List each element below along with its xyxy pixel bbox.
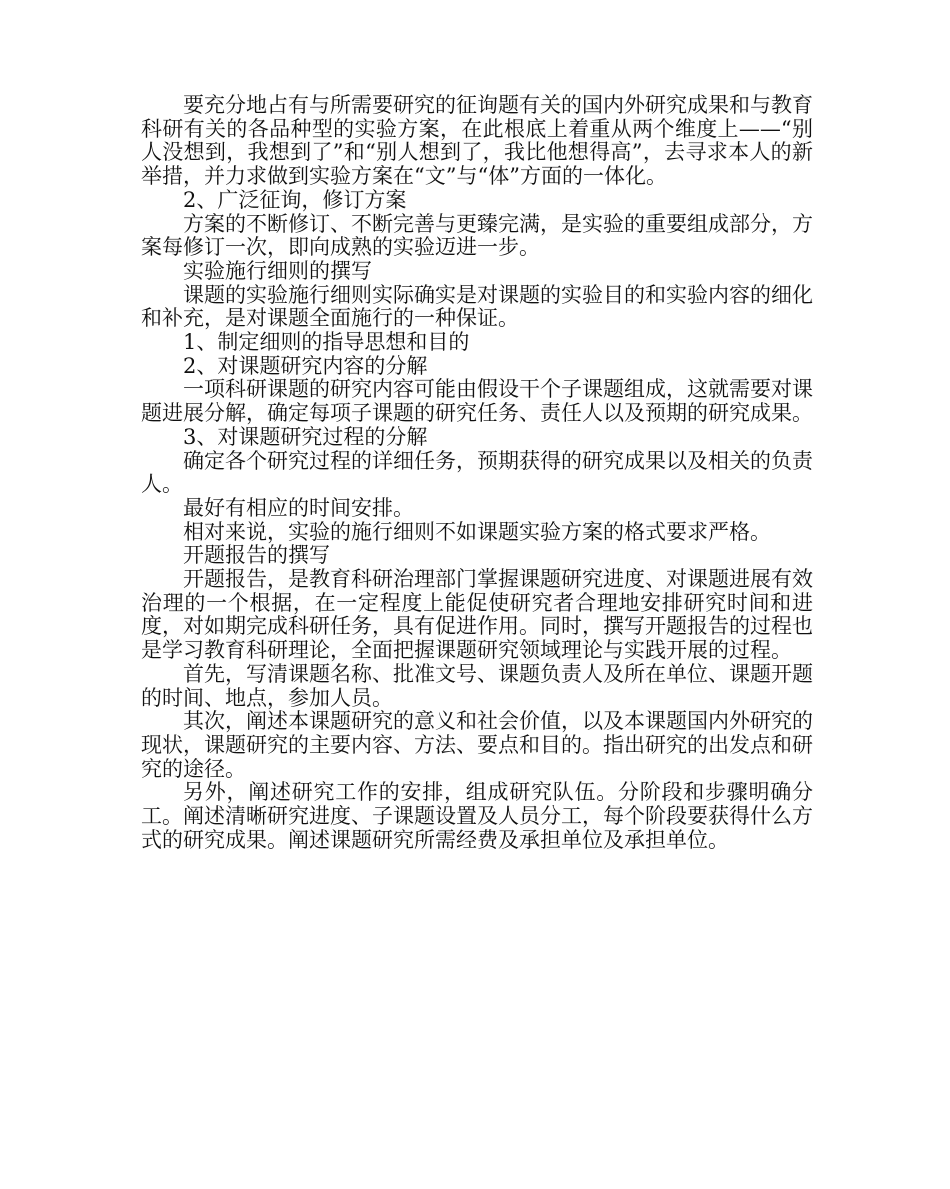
paragraph-time-schedule: 最好有相应的时间安排。 bbox=[183, 495, 414, 520]
section-heading-guiding-ideas: 1、制定细则的指导思想和目的 bbox=[183, 330, 470, 355]
paragraph-opening-report: 开题报告，是教育科研治理部门掌握课题研究进度、对课题进展有效治理的一个根据，在一定程度上能促使研究者合理地安排研究时间和进度，对如期完成科研任务，具有促进作用。同时，撰写开题报告的过程也是学习教育科研理论，全面把握课题研究领域理论与实践开展的过程。 bbox=[141, 567, 813, 663]
paragraph-format-note: 相对来说，实验的施行细则不如课题实验方案的格式要求严格。 bbox=[183, 519, 771, 544]
section-heading-opening-report: 开题报告的撰写 bbox=[183, 543, 330, 568]
section-heading-revise-plan: 2、广泛征询，修订方案 bbox=[183, 187, 407, 212]
section-heading-content-breakdown: 2、对课题研究内容的分解 bbox=[183, 353, 428, 378]
section-heading-process-breakdown: 3、对课题研究过程的分解 bbox=[183, 424, 428, 449]
document-body bbox=[141, 94, 813, 853]
paragraph-implementation-rules: 课题的实验施行细则实际确实是对课题的实验目的和实验内容的细化和补充，是对课题全面施行的一种保证。 bbox=[141, 282, 813, 331]
paragraph-process-tasks: 确定各个研究过程的详细任务，预期获得的研究成果以及相关的负责人。 bbox=[141, 448, 813, 497]
paragraph-content-breakdown: 一项科研课题的研究内容可能由假设干个子课题组成，这就需要对课题进展分解，确定每项子课题的研究任务、责任人以及预期的研究成果。 bbox=[141, 377, 813, 426]
section-heading-implementation-rules: 实验施行细则的撰写 bbox=[183, 258, 372, 283]
paragraph-first-step: 首先，写清课题名称、批准文号、课题负责人及所在单位、课题开题的时间、地点，参加人员。 bbox=[141, 661, 813, 710]
paragraph-revise-plan: 方案的不断修订、不断完善与更臻完满，是实验的重要组成部分，方案每修订一次，即向成熟的实验迈进一步。 bbox=[141, 211, 813, 260]
paragraph-intro: 要充分地占有与所需要研究的征询题有关的国内外研究成果和与教育科研有关的各品种型的实验方案，在此根底上着重从两个维度上——“别人没想到，我想到了”和“别人想到了，我比他想得高”，去寻求本人的新举措，并力求做到实验方案在“文”与“体”方面的一体化。 bbox=[141, 93, 813, 189]
paragraph-additional-step: 另外，阐述研究工作的安排，组成研究队伍。分阶段和步骤明确分工。阐述清晰研究进度、子课题设置及人员分工，每个阶段要获得什么方式的研究成果。阐述课题研究所需经费及承担单位及承担单位。 bbox=[141, 780, 813, 852]
paragraph-second-step: 其次，阐述本课题研究的意义和社会价值，以及本课题国内外研究的现状，课题研究的主要内容、方法、要点和目的。指出研究的出发点和研究的途径。 bbox=[141, 709, 813, 781]
